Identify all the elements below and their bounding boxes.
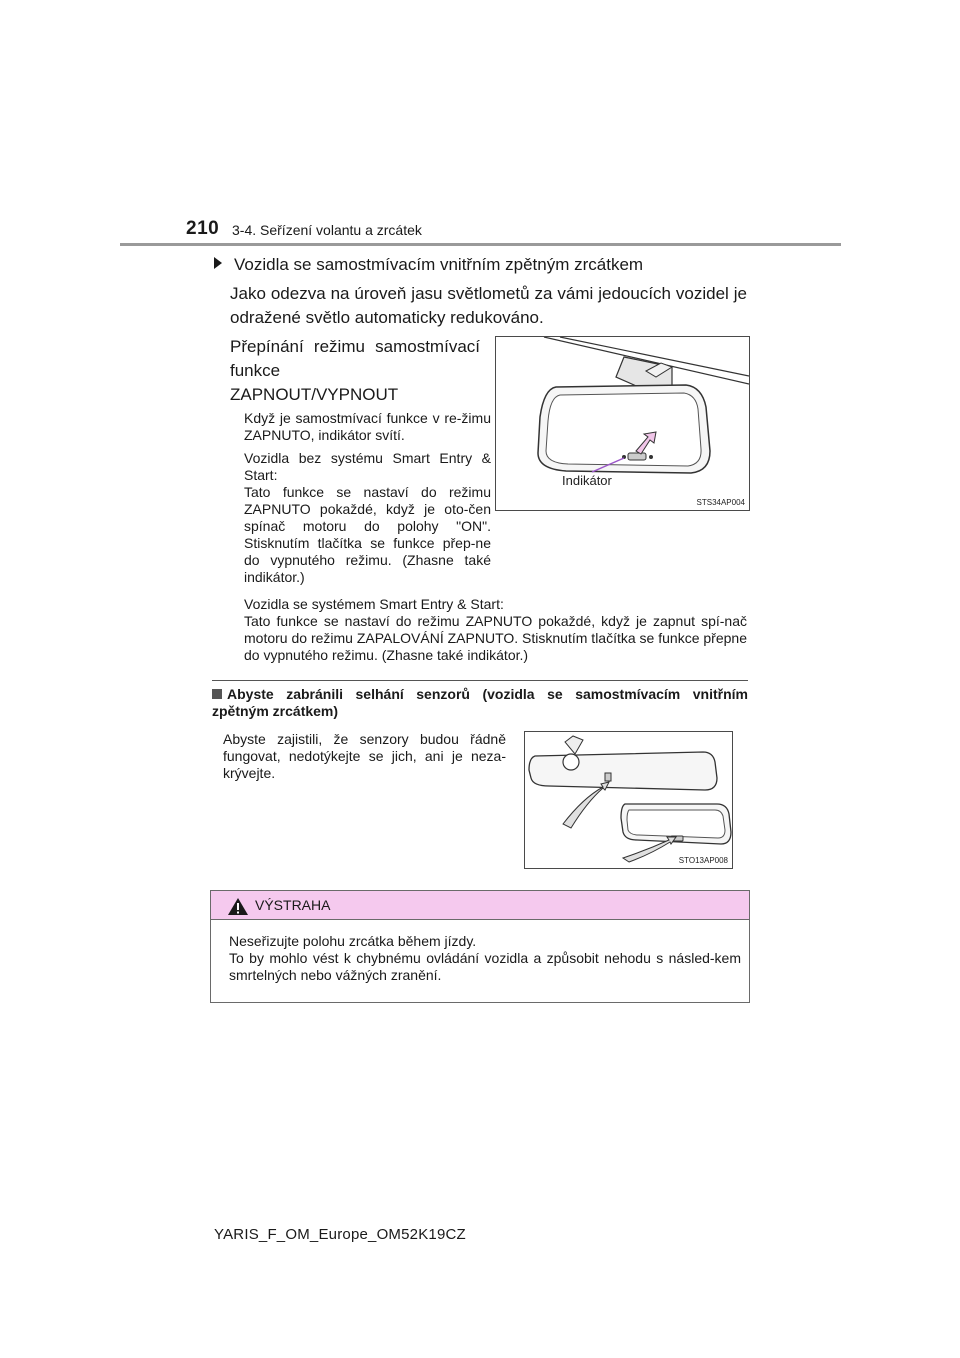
sensor-location-illustration [525, 732, 732, 868]
mode-title-line2: funkce [230, 361, 281, 380]
mode-title-line1: Přepínání režimu samostmívací [230, 337, 480, 356]
auto-dim-mirror-illustration [496, 337, 749, 510]
mode-title-line3: ZAPNOUT/VYPNOUT [230, 385, 399, 404]
figure-code: STS34AP004 [696, 498, 745, 507]
warning-box [210, 890, 750, 1003]
note-with-smart-entry: Vozidla se systémem Smart Entry & Start: Tato funkce se nastaví do režimu ZAPNUTO pokaždé, když je zapnut spí-nač motoru do režimu ZAPALOVÁNÍ ZAPNUTO. Stisknutím tlačítka se funkce přepne do vypnutého režimu. (Zhasne také indikátor.) [244, 596, 747, 663]
note-without-smart-entry: Vozidla bez systému Smart Entry & Start: Tato funkce se nastaví do režimu ZAPNUTO pokaždé, když je oto-čen spínač motoru do polohy "ON". Stisknutím tlačítka se funkce přep-ne do vypnutého režimu. (Zhasne také indikátor.) [244, 450, 491, 585]
section-divider [212, 680, 748, 681]
indicator-label: Indikátor [562, 473, 612, 488]
note-indicator: Když je samostmívací funkce v re-žimu ZAPNUTO, indikátor svítí. [244, 410, 491, 443]
sensor-heading [212, 686, 748, 720]
header-divider [120, 243, 841, 246]
figure-code: STO13AP008 [678, 856, 728, 865]
auto-dim-heading-text: Vozidla se samostmívacím vnitřním zpětným zrcátkem [234, 255, 644, 274]
square-bullet-icon [212, 689, 222, 699]
footer-code: YARIS_F_OM_Europe_OM52K19CZ [214, 1226, 466, 1243]
mode-switch-title [230, 335, 480, 407]
page-number: 210 [186, 218, 220, 239]
warning-body: Neseřizujte polohu zrcátka během jízdy. To by mohlo vést k chybnému ovládání vozidla a způsobit nehodu s násled-kem smrtelných nebo vážných zranění. [229, 933, 741, 983]
triangle-bullet-icon [214, 257, 222, 269]
warning-title: VÝSTRAHA [255, 897, 331, 913]
auto-dim-heading [214, 255, 643, 275]
sensor-heading-text: Abyste zabránili selhání senzorů (vozidla se samostmívacím vnitřním zpětným zrcátkem) [212, 686, 748, 719]
sensor-text: Abyste zajistili, že senzory budou řádně fungovat, nedotýkejte se jich, ani je neza-krývejte. [223, 731, 506, 781]
warning-header [211, 891, 749, 920]
section-title: 3-4. Seřízení volantu a zrcátek [232, 222, 422, 238]
auto-dim-mirror-figure [495, 336, 750, 511]
sensor-location-figure [524, 731, 733, 869]
warning-triangle-icon [227, 897, 249, 916]
auto-dim-intro: Jako odezva na úroveň jasu světlometů za vámi jedoucích vozidel je odražené světlo automaticky redukováno. [230, 284, 747, 327]
